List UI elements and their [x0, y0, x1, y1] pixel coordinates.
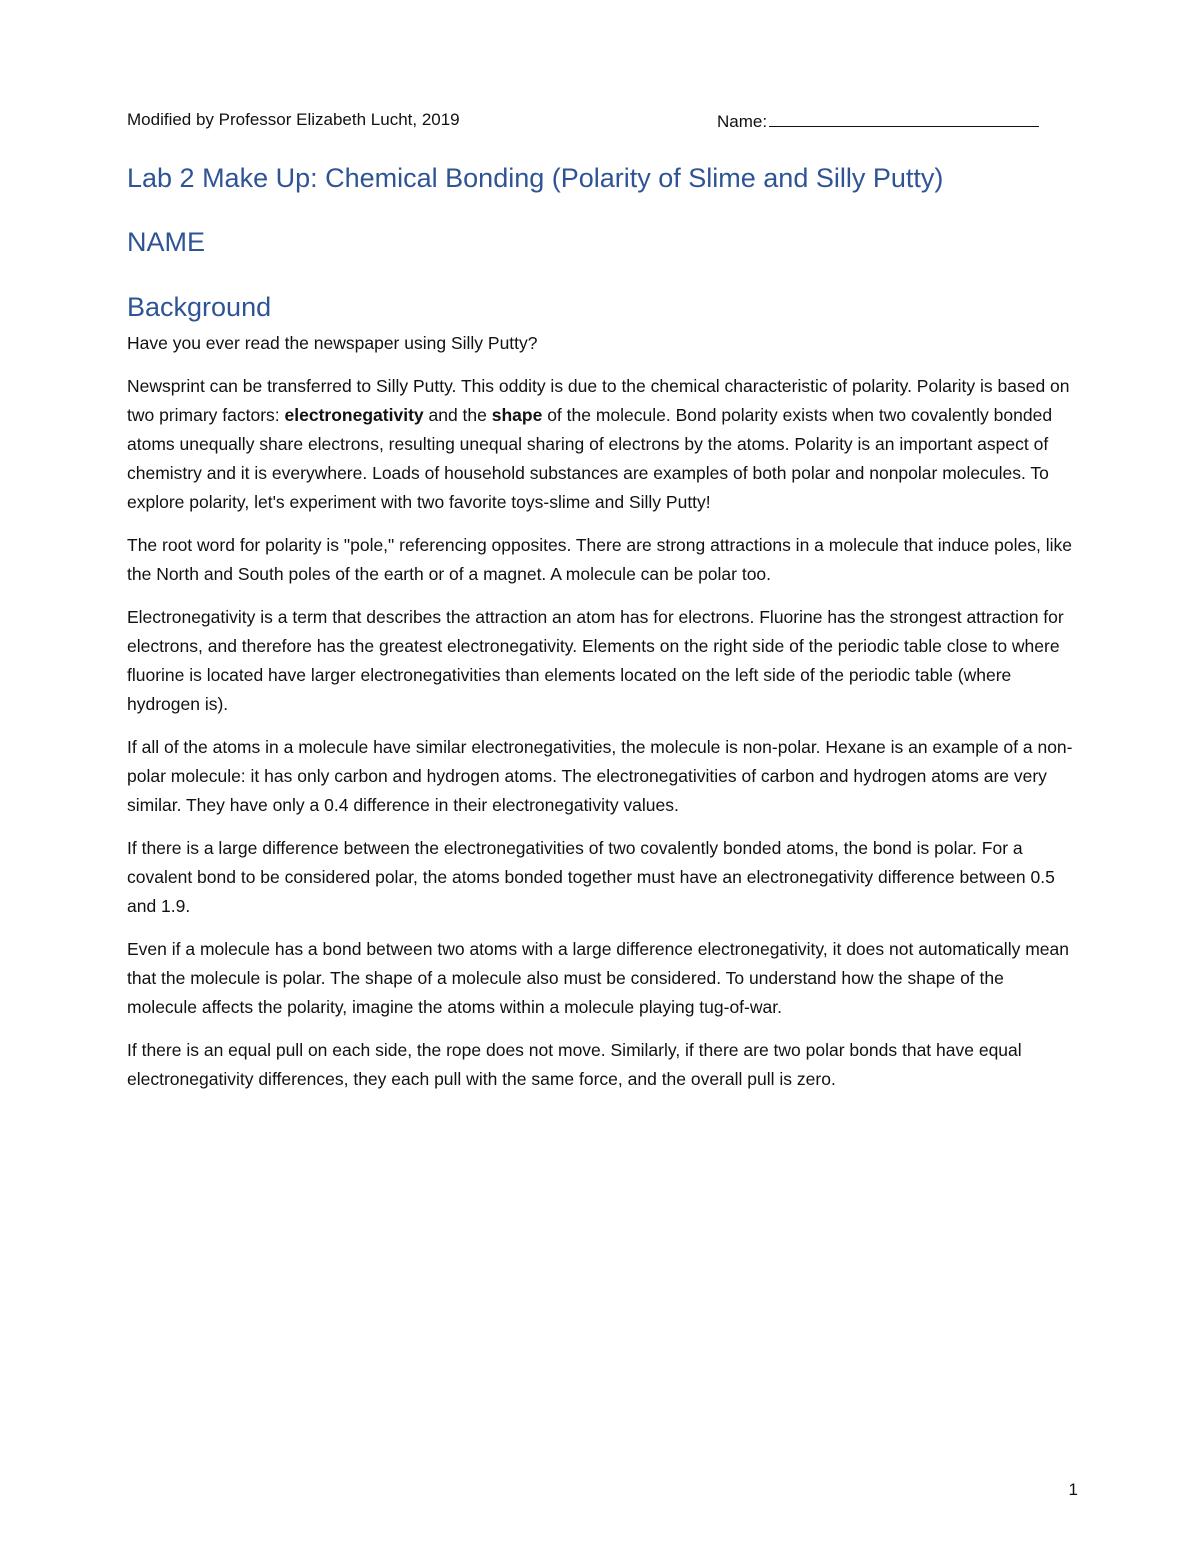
name-blank-line: [769, 106, 1039, 127]
paragraph-equal-pull: If there is an equal pull on each side, the rope does not move. Similarly, if there are two polar bonds that have equal electronegativity differences, they each pull with the same force, and the overall pull is zero.: [127, 1040, 1022, 1089]
bold-term-electronegativity: electronegativity: [284, 405, 424, 425]
paragraph-root-word: The root word for polarity is "pole," referencing opposites. There are strong attractions in a molecule that induce poles, like the North and South poles of the earth or of a magnet. A molecule can be polar too.: [127, 535, 1072, 584]
paragraph-electronegativity: Electronegativity is a term that describes the attraction an atom has for electrons. Fluorine has the strongest attraction for electrons, and therefore has the greatest electronegativity. Elements on the right side of the periodic table close to where fluorine is located have larger electronegativities than elements located on the left side of the periodic table (where hydrogen is).: [127, 607, 1064, 714]
paragraph-newsprint: Newsprint can be transferred to Silly Putty. This oddity is due to the chemical characteristic of polarity. Polarity is based on two primary factors: electronegativity and the shape of the molecule. Bond polarity exists when two covalently bonded atoms unequally share electrons, resulting unequal sharing of electrons by the atoms. Polarity is an important aspect of chemistry and it is everywhere. Loads of household substances are examples of both polar and nonpolar molecules. To explore polarity, let's experiment with two favorite toys-slime and Silly Putty!: [127, 376, 1070, 512]
page-header: [127, 106, 1057, 136]
background-body: [127, 329, 1077, 1108]
page-number: 1: [1068, 1480, 1078, 1499]
paragraph-polar-bond: If there is a large difference between the electronegativities of two covalently bonded atoms, the bond is polar. For a covalent bond to be considered polar, the atoms bonded together must have an electronegativity difference between 0.5 and 1.9.: [127, 838, 1055, 916]
name-label: Name:: [717, 112, 768, 131]
paragraph-shape: Even if a molecule has a bond between two atoms with a large difference electronegativity, it does not automatically mean that the molecule is polar. The shape of a molecule also must be considered. To understand how the shape of the molecule affects the polarity, imagine the atoms within a molecule playing tug-of-war.: [127, 939, 1069, 1017]
bold-term-shape: shape: [491, 405, 543, 425]
name-heading: NAME: [127, 227, 206, 257]
document-title: Lab 2 Make Up: Chemical Bonding (Polarity of Slime and Silly Putty): [127, 163, 944, 193]
paragraph-question: Have you ever read the newspaper using Silly Putty?: [127, 333, 538, 353]
background-heading: Background: [127, 292, 272, 322]
author-credit: Modified by Professor Elizabeth Lucht, 2019: [127, 110, 460, 129]
name-field: [717, 106, 1039, 136]
paragraph-non-polar: If all of the atoms in a molecule have similar electronegativities, the molecule is non-polar. Hexane is an example of a non-polar molecule: it has only carbon and hydrogen atoms. The electronegativities of carbon and hydrogen atoms are very similar. They have only a 0.4 difference in their electronegativity values.: [127, 737, 1073, 815]
